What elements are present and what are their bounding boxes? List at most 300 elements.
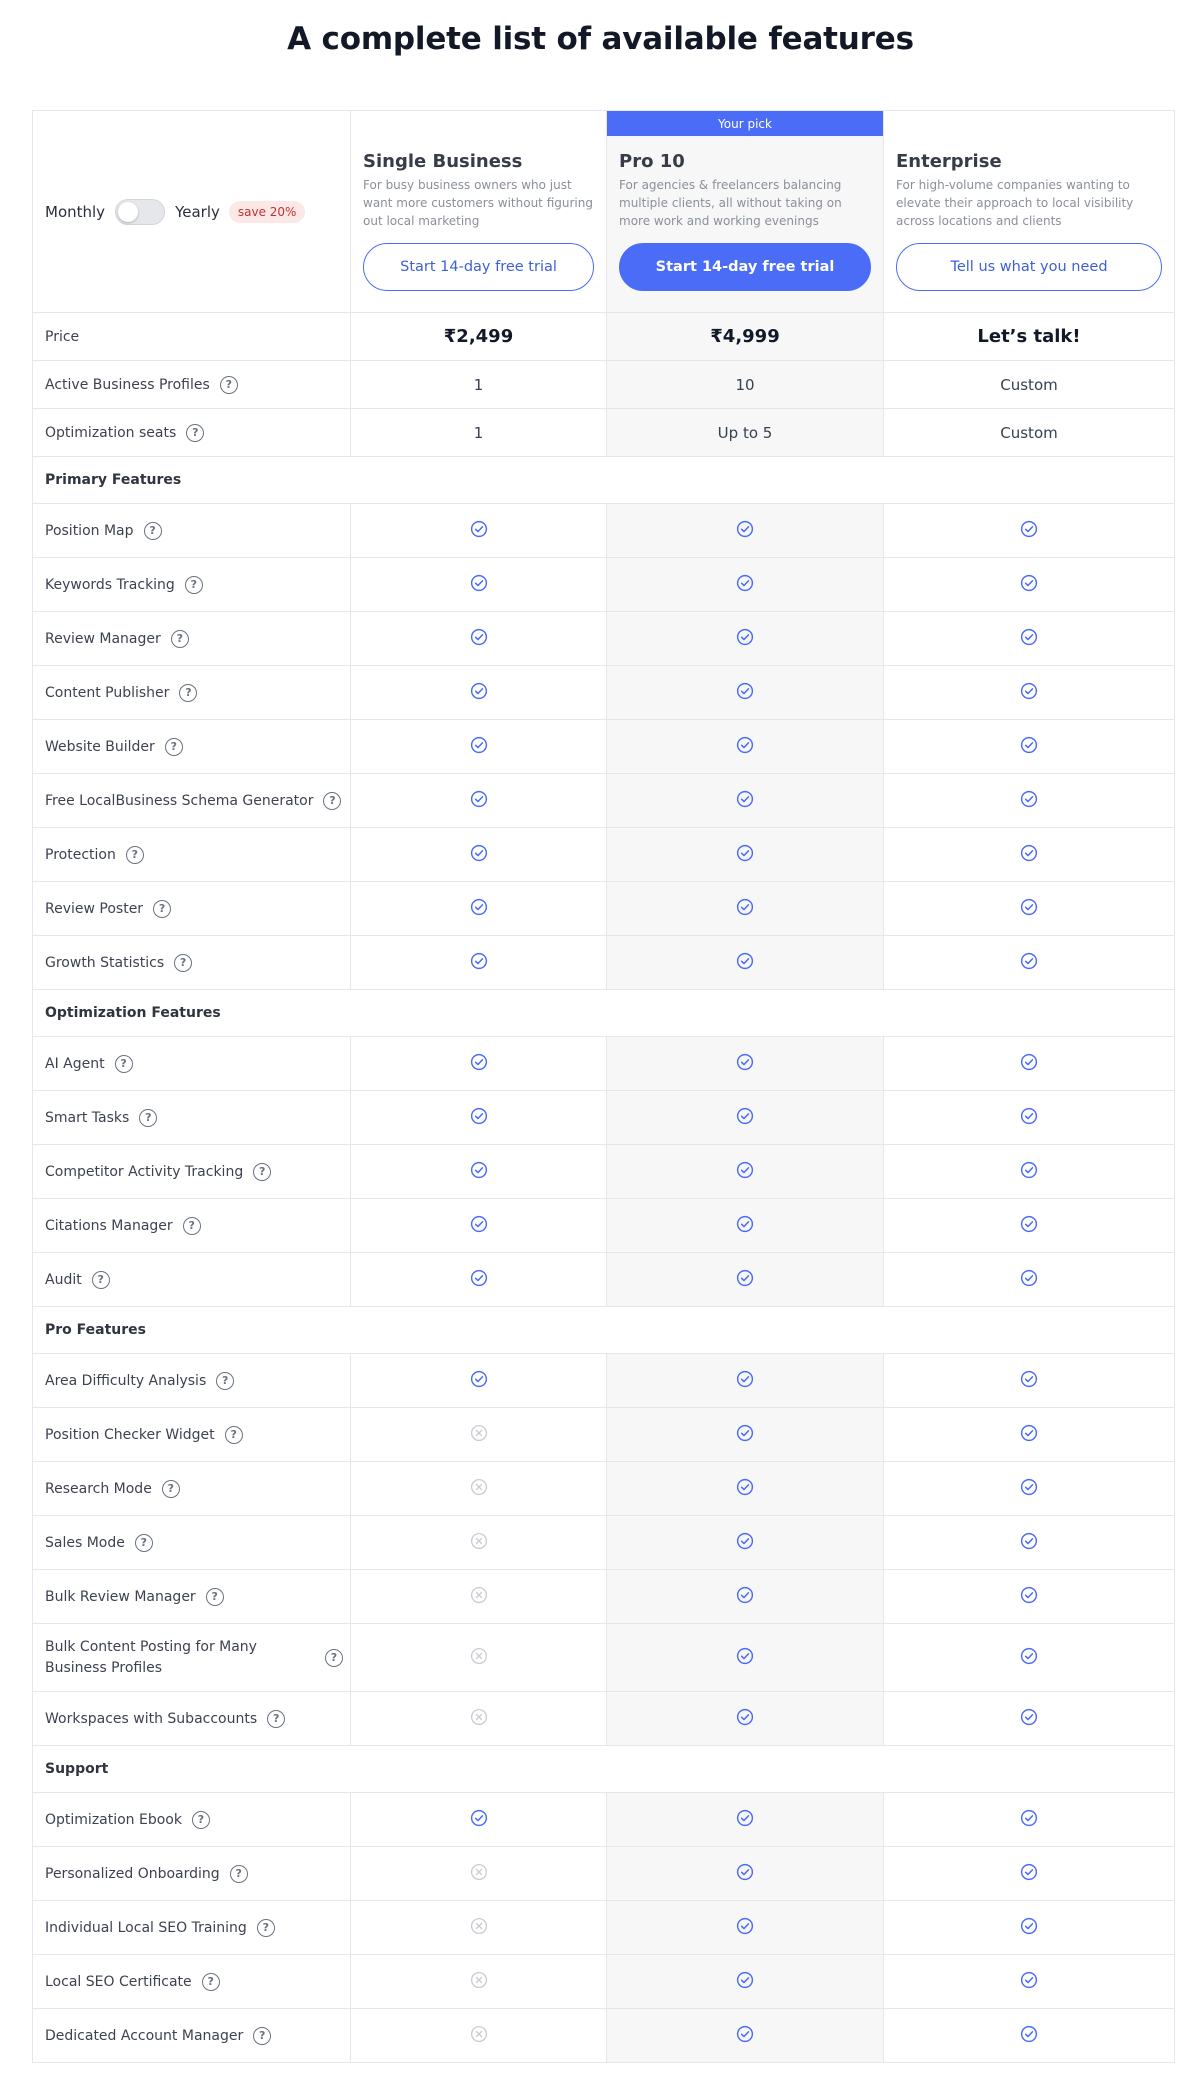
availability-cell [351,1462,607,1515]
question-circle-icon[interactable]: ? [202,1973,220,1991]
availability-cell [884,1955,1174,2008]
check-circle-icon [736,1161,754,1183]
feature-label: Personalized Onboarding [45,1865,220,1882]
check-circle-icon [470,1370,488,1392]
availability-cell [607,1091,884,1144]
plan-enterprise [884,111,1174,312]
section-title: Optimization Features [45,1005,221,1021]
feature-label: Protection [45,846,116,863]
check-circle-icon [736,1107,754,1129]
feature-row [33,935,1174,989]
x-circle-icon [470,1424,488,1446]
feature-row [33,1900,1174,1954]
check-circle-icon [1020,1161,1038,1183]
feature-label: Bulk Review Manager [45,1588,196,1605]
check-circle-icon [1020,1269,1038,1291]
availability-cell [607,1253,884,1306]
check-circle-icon [736,898,754,920]
check-circle-icon [470,844,488,866]
check-circle-icon [736,952,754,974]
contact-sales-button[interactable]: Tell us what you need [896,243,1162,291]
feature-name-cell [33,612,351,665]
start-trial-button[interactable]: Start 14-day free trial [363,243,594,291]
feature-name-cell [33,774,351,827]
section-header [33,456,1174,503]
feature-name-cell [33,666,351,719]
seats-value: Up to 5 [717,423,773,442]
availability-cell [884,1354,1174,1407]
availability-cell [884,504,1174,557]
profiles-value: 10 [735,375,755,394]
check-circle-icon [736,1586,754,1608]
availability-cell [884,1199,1174,1252]
feature-label: Competitor Activity Tracking [45,1163,244,1180]
feature-name-cell [33,1847,351,1900]
availability-cell [351,1516,607,1569]
check-circle-icon [736,2025,754,2047]
check-circle-icon [470,952,488,974]
price-row [33,312,1174,360]
availability-cell [351,1253,607,1306]
availability-cell [607,1793,884,1846]
feature-row [33,1569,1174,1623]
feature-row [33,1846,1174,1900]
feature-name-cell [33,1091,351,1144]
check-circle-icon [470,1107,488,1129]
availability-cell [351,504,607,557]
question-circle-icon[interactable]: ? [225,1426,243,1444]
check-circle-icon [1020,1053,1038,1075]
check-circle-icon [736,1215,754,1237]
check-circle-icon [1020,1478,1038,1500]
question-circle-icon[interactable]: ? [179,684,197,702]
question-circle-icon[interactable]: ? [115,1055,133,1073]
feature-name-cell [33,558,351,611]
feature-label: Keywords Tracking [45,576,175,593]
availability-cell [607,882,884,935]
question-circle-icon[interactable]: ? [174,954,192,972]
availability-cell [607,828,884,881]
availability-cell [351,1354,607,1407]
feature-label: Local SEO Certificate [45,1973,192,1990]
availability-cell [351,936,607,989]
check-circle-icon [470,1053,488,1075]
availability-cell [351,666,607,719]
question-circle-icon[interactable]: ? [253,2027,271,2045]
page-title: A complete list of available features [287,21,914,57]
availability-cell [884,1408,1174,1461]
question-circle-icon[interactable]: ? [192,1811,210,1829]
x-circle-icon [470,1586,488,1608]
availability-cell [884,1516,1174,1569]
check-circle-icon [1020,1809,1038,1831]
x-circle-icon [470,1863,488,1885]
availability-cell [351,558,607,611]
start-trial-button[interactable]: Start 14-day free trial [619,243,871,291]
profiles-label: Active Business Profiles [45,376,210,393]
check-circle-icon [1020,844,1038,866]
availability-cell [607,1570,884,1623]
feature-name-cell [33,1516,351,1569]
feature-label: Free LocalBusiness Schema Generator [45,792,314,809]
feature-comparison-table [32,110,1175,2063]
toggle-knob [118,202,138,222]
availability-cell [607,612,884,665]
feature-label: Review Poster [45,900,144,917]
x-circle-icon [470,1971,488,1993]
check-circle-icon [470,736,488,758]
feature-name-cell [33,1354,351,1407]
feature-label: Dedicated Account Manager [45,2027,244,2044]
feature-row [33,1353,1174,1407]
check-circle-icon [736,520,754,542]
section-header [33,1745,1174,1792]
check-circle-icon [1020,1586,1038,1608]
feature-label: AI Agent [45,1055,105,1072]
check-circle-icon [1020,1370,1038,1392]
availability-cell [351,1091,607,1144]
check-circle-icon [1020,1863,1038,1885]
x-circle-icon [470,1917,488,1939]
availability-cell [607,1408,884,1461]
question-circle-icon[interactable]: ? [153,900,171,918]
billing-toggle-area [33,111,351,312]
question-circle-icon[interactable]: ? [220,376,238,394]
question-circle-icon[interactable]: ? [144,522,162,540]
check-circle-icon [736,1708,754,1730]
price-value: Let’s talk! [977,326,1081,347]
section-title: Pro Features [45,1322,146,1338]
availability-cell [884,1847,1174,1900]
feature-row [33,1198,1174,1252]
feature-row [33,1090,1174,1144]
feature-label: Bulk Content Posting for Many Business Profiles [45,1638,257,1676]
question-circle-icon[interactable]: ? [135,1534,153,1552]
x-circle-icon [470,2025,488,2047]
feature-name-cell [33,1408,351,1461]
feature-row [33,827,1174,881]
section-title: Support [45,1761,109,1777]
feature-row [33,1144,1174,1198]
check-circle-icon [470,682,488,704]
question-circle-icon[interactable]: ? [230,1865,248,1883]
availability-cell [884,720,1174,773]
check-circle-icon [736,1532,754,1554]
feature-row [33,611,1174,665]
check-circle-icon [1020,736,1038,758]
check-circle-icon [1020,1215,1038,1237]
availability-cell [607,720,884,773]
check-circle-icon [736,736,754,758]
check-circle-icon [470,628,488,650]
check-circle-icon [736,574,754,596]
question-circle-icon[interactable]: ? [325,1649,343,1667]
check-circle-icon [736,1971,754,1993]
availability-cell [884,558,1174,611]
question-circle-icon[interactable]: ? [139,1109,157,1127]
profiles-row [33,360,1174,408]
check-circle-icon [470,520,488,542]
availability-cell [351,828,607,881]
feature-name-cell [33,504,351,557]
availability-cell [607,1516,884,1569]
check-circle-icon [736,1478,754,1500]
availability-cell [607,936,884,989]
availability-cell [351,1692,607,1745]
check-circle-icon [736,790,754,812]
check-circle-icon [736,1917,754,1939]
feature-label: Position Map [45,522,134,539]
profiles-value: 1 [473,375,484,394]
check-circle-icon [736,628,754,650]
check-circle-icon [1020,574,1038,596]
feature-label: Area Difficulty Analysis [45,1372,207,1389]
availability-cell [351,1570,607,1623]
feature-row [33,1252,1174,1306]
plan-name: Pro 10 [619,151,685,172]
plans-header-row [33,110,1174,312]
check-circle-icon [470,1161,488,1183]
feature-row [33,557,1174,611]
check-circle-icon [1020,628,1038,650]
profiles-value: Custom [1000,375,1058,394]
section-title: Primary Features [45,472,182,488]
check-circle-icon [470,1809,488,1831]
yearly-label[interactable]: Yearly [175,202,220,221]
your-pick-badge: Your pick [607,111,883,136]
feature-row [33,1954,1174,2008]
plan-name: Single Business [363,151,523,172]
feature-row [33,503,1174,557]
availability-cell [351,612,607,665]
availability-cell [607,1462,884,1515]
question-circle-icon[interactable]: ? [216,1372,234,1390]
feature-name-cell [33,936,351,989]
check-circle-icon [1020,790,1038,812]
seats-value: Custom [1000,423,1058,442]
x-circle-icon [470,1532,488,1554]
feature-row [33,881,1174,935]
feature-row [33,665,1174,719]
feature-name-cell [33,1692,351,1745]
check-circle-icon [470,1269,488,1291]
question-circle-icon[interactable]: ? [183,1217,201,1235]
save-badge: save 20% [229,201,306,223]
availability-cell [607,774,884,827]
availability-cell [607,1624,884,1691]
check-circle-icon [736,1809,754,1831]
check-circle-icon [736,1863,754,1885]
check-circle-icon [736,844,754,866]
availability-cell [351,2009,607,2062]
feature-row [33,1461,1174,1515]
x-circle-icon [470,1647,488,1669]
question-circle-icon[interactable]: ? [206,1588,224,1606]
check-circle-icon [1020,1532,1038,1554]
availability-cell [351,720,607,773]
check-circle-icon [736,1053,754,1075]
check-circle-icon [470,1215,488,1237]
availability-cell [351,1624,607,1691]
section-header [33,989,1174,1036]
feature-label: Audit [45,1271,82,1288]
check-circle-icon [1020,1917,1038,1939]
check-circle-icon [1020,2025,1038,2047]
feature-name-cell [33,1793,351,1846]
availability-cell [607,1901,884,1954]
feature-name-cell [33,882,351,935]
availability-cell [884,882,1174,935]
availability-cell [607,1692,884,1745]
x-circle-icon [470,1478,488,1500]
availability-cell [607,504,884,557]
availability-cell [351,1847,607,1900]
question-circle-icon[interactable]: ? [257,1919,275,1937]
availability-cell [351,1037,607,1090]
availability-cell [607,1847,884,1900]
feature-name-cell [33,1901,351,1954]
price-label: Price [45,328,80,345]
check-circle-icon [736,1269,754,1291]
availability-cell [351,1793,607,1846]
plan-description: For high-volume companies wanting to elevate their approach to local visibility across locations and clients [896,178,1134,228]
availability-cell [884,936,1174,989]
availability-cell [351,1199,607,1252]
price-value: ₹4,999 [710,326,780,347]
feature-name-cell [33,828,351,881]
seats-row [33,408,1174,456]
availability-cell [607,558,884,611]
feature-label: Review Manager [45,630,161,647]
availability-cell [884,1145,1174,1198]
feature-row [33,1623,1174,1691]
question-circle-icon[interactable]: ? [165,738,183,756]
availability-cell [884,774,1174,827]
feature-row [33,719,1174,773]
check-circle-icon [1020,1107,1038,1129]
question-circle-icon[interactable]: ? [267,1710,285,1728]
availability-cell [884,1570,1174,1623]
availability-cell [884,828,1174,881]
availability-cell [607,1037,884,1090]
feature-sections [33,456,1174,2062]
feature-label: Smart Tasks [45,1109,130,1126]
feature-label: Position Checker Widget [45,1426,215,1443]
price-value: ₹2,499 [443,326,514,347]
availability-cell [884,2009,1174,2062]
check-circle-icon [470,574,488,596]
plan-single-business [351,111,607,312]
feature-row [33,1036,1174,1090]
availability-cell [884,1793,1174,1846]
availability-cell [884,1091,1174,1144]
availability-cell [884,666,1174,719]
availability-cell [884,1624,1174,1691]
availability-cell [884,1037,1174,1090]
availability-cell [884,612,1174,665]
check-circle-icon [736,1370,754,1392]
availability-cell [884,1462,1174,1515]
check-circle-icon [1020,1971,1038,1993]
question-circle-icon[interactable]: ? [162,1480,180,1498]
feature-row [33,1691,1174,1745]
availability-cell [607,1955,884,2008]
feature-label: Sales Mode [45,1534,125,1551]
seats-label: Optimization seats [45,424,177,441]
feature-row [33,773,1174,827]
availability-cell [351,1145,607,1198]
availability-cell [607,1145,884,1198]
feature-name-cell [33,2009,351,2062]
feature-label: Individual Local SEO Training [45,1919,247,1936]
billing-toggle[interactable] [115,199,165,225]
availability-cell [607,1354,884,1407]
feature-row [33,2008,1174,2062]
feature-label: Workspaces with Subaccounts [45,1710,258,1727]
availability-cell [351,882,607,935]
check-circle-icon [1020,682,1038,704]
check-circle-icon [1020,952,1038,974]
check-circle-icon [736,1647,754,1669]
feature-row [33,1407,1174,1461]
availability-cell [607,1199,884,1252]
question-circle-icon[interactable]: ? [171,630,189,648]
availability-cell [884,1253,1174,1306]
question-circle-icon[interactable]: ? [323,792,341,810]
feature-name-cell [33,1955,351,2008]
question-circle-icon[interactable]: ? [186,424,204,442]
availability-cell [607,666,884,719]
availability-cell [884,1901,1174,1954]
x-circle-icon [470,1708,488,1730]
feature-row [33,1515,1174,1569]
feature-name-cell [33,1199,351,1252]
check-circle-icon [1020,898,1038,920]
feature-label: Optimization Ebook [45,1811,182,1828]
monthly-label[interactable]: Monthly [45,202,106,221]
feature-name-cell [33,1624,351,1691]
plan-name: Enterprise [896,151,1002,172]
availability-cell [351,1955,607,2008]
feature-label: Citations Manager [45,1217,173,1234]
feature-row [33,1792,1174,1846]
check-circle-icon [736,682,754,704]
check-circle-icon [1020,520,1038,542]
feature-label: Growth Statistics [45,954,165,971]
check-circle-icon [1020,1424,1038,1446]
feature-label: Research Mode [45,1480,152,1497]
check-circle-icon [736,1424,754,1446]
availability-cell [884,1692,1174,1745]
check-circle-icon [1020,1647,1038,1669]
feature-name-cell [33,1462,351,1515]
feature-label: Website Builder [45,738,155,755]
feature-name-cell [33,1037,351,1090]
check-circle-icon [470,898,488,920]
plan-description: For busy business owners who just want more customers without figuring out local marketing [363,178,593,228]
availability-cell [351,1901,607,1954]
question-circle-icon[interactable]: ? [92,1271,110,1289]
availability-cell [607,2009,884,2062]
availability-cell [351,1408,607,1461]
question-circle-icon[interactable]: ? [185,576,203,594]
question-circle-icon[interactable]: ? [253,1163,271,1181]
question-circle-icon[interactable]: ? [126,846,144,864]
section-header [33,1306,1174,1353]
feature-name-cell [33,1253,351,1306]
plan-pro-10 [607,111,884,312]
feature-name-cell [33,1145,351,1198]
